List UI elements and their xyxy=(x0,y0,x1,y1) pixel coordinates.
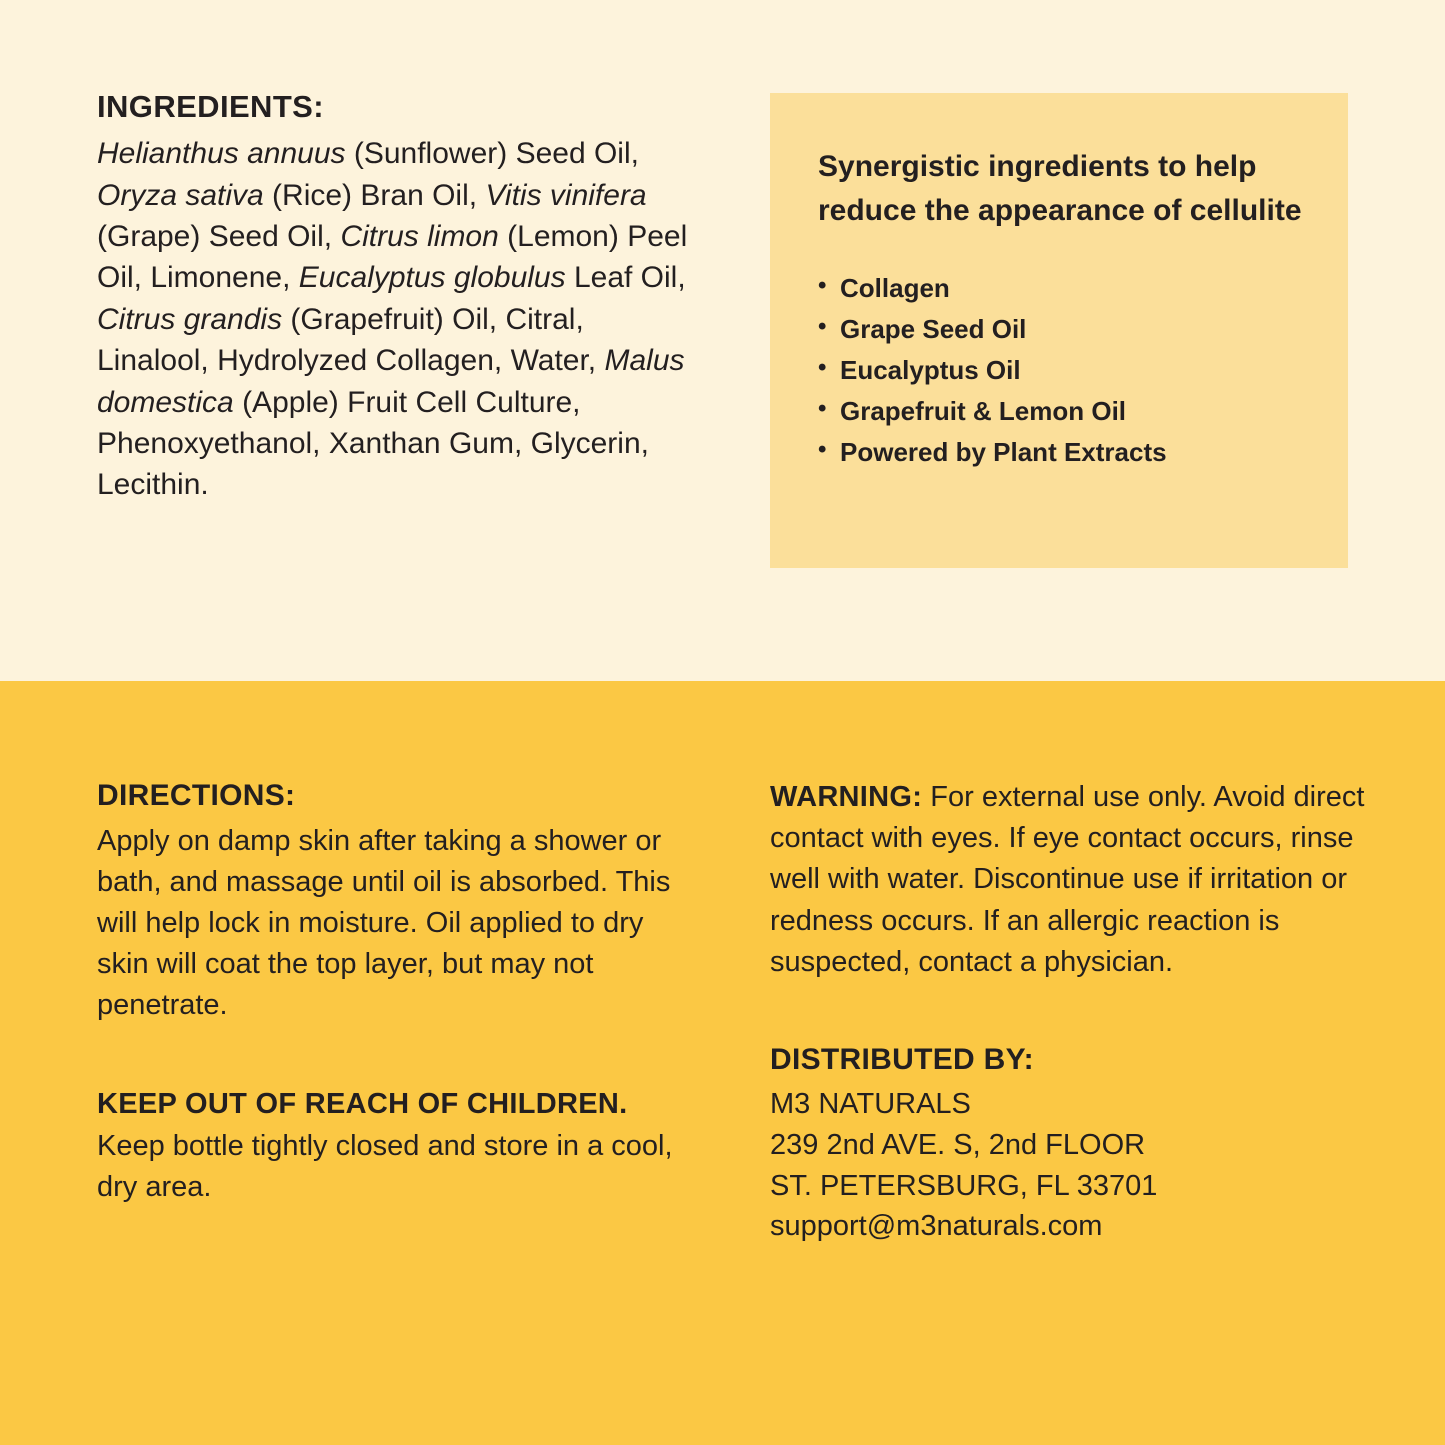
ingredient-text-run: (Apple) Fruit Cell Culture, Phenoxyethanol, Xanthan Gum, Glycerin, Lecithin. xyxy=(97,385,649,502)
distributor-address xyxy=(770,1084,1370,1246)
directions-column xyxy=(97,777,697,1208)
keep-out-text: Keep bottle tightly closed and store in a cool, dry area. xyxy=(97,1129,673,1203)
ingredient-text-run: (Sunflower) Seed Oil, xyxy=(345,137,639,171)
ingredient-latin-name: Oryza sativa xyxy=(97,178,264,212)
keep-out-paragraph xyxy=(97,1084,697,1208)
ingredient-text-run: (Lemon) Peel Oil, Limonene, xyxy=(97,219,688,295)
callout-list-item: • Collagen xyxy=(818,268,1304,309)
warning-column xyxy=(770,777,1370,1247)
ingredients-block xyxy=(97,88,697,506)
ingredient-text-run: (Rice) Bran Oil, xyxy=(263,178,486,212)
ingredient-latin-name: Citrus limon xyxy=(340,219,499,253)
keep-out-block xyxy=(97,1084,697,1208)
distributor-address-line: ST. PETERSBURG, FL 33701 xyxy=(770,1169,1158,1202)
directions-heading: DIRECTIONS: xyxy=(97,779,296,812)
warning-text: For external use only. Avoid direct contact with eyes. If eye contact occurs, rinse well with water. Discontinue use if irritation or redness occurs. If an allergic reaction is suspected, contact a physician. xyxy=(770,781,1365,978)
ingredient-latin-name: Eucalyptus globulus xyxy=(298,261,566,295)
distributed-block xyxy=(770,1041,1370,1247)
ingredient-text-run: (Grape) Seed Oil, xyxy=(97,219,341,253)
ingredient-latin-name: Citrus grandis xyxy=(97,302,283,336)
ingredients-text xyxy=(97,133,697,506)
ingredient-text-run: (Grapefruit) Oil, Citral, Linalool, Hydrolyzed Collagen, Water, xyxy=(97,302,605,378)
ingredient-latin-name: Vitis vinifera xyxy=(485,178,647,212)
ingredients-heading: INGREDIENTS: xyxy=(97,89,324,124)
callout-title: Synergistic ingredients to help reduce the appearance of cellulite xyxy=(818,150,1302,227)
callout-list-item: • Grape Seed Oil xyxy=(818,309,1304,350)
callout-list-item: • Grapefruit & Lemon Oil xyxy=(818,391,1304,432)
directions-text: Apply on damp skin after taking a shower or bath, and massage until oil is absorbed. This will help lock in moisture. Oil applied to dry skin will coat the top layer, but may not penetrate. xyxy=(97,824,671,1022)
ingredient-latin-name: Helianthus annuus xyxy=(97,137,346,171)
callout-list-item: • Powered by Plant Extracts xyxy=(818,432,1304,473)
distributor-address-line: 239 2nd AVE. S, 2nd FLOOR xyxy=(770,1128,1146,1161)
callout-benefit-list xyxy=(818,268,1304,473)
distributor-address-line: support@m3naturals.com xyxy=(770,1210,1103,1243)
warning-heading: WARNING: xyxy=(770,781,923,813)
distributor-address-line: M3 NATURALS xyxy=(770,1088,971,1121)
synergistic-callout xyxy=(770,93,1348,568)
callout-list-item: • Eucalyptus Oil xyxy=(818,350,1304,391)
distributed-heading: DISTRIBUTED BY: xyxy=(770,1042,1034,1076)
keep-out-heading: KEEP OUT OF REACH OF CHILDREN. xyxy=(97,1088,628,1121)
ingredient-text-run: Leaf Oil, xyxy=(565,261,686,295)
ingredient-latin-name: Malus domestica xyxy=(97,344,685,419)
warning-paragraph xyxy=(770,777,1370,983)
